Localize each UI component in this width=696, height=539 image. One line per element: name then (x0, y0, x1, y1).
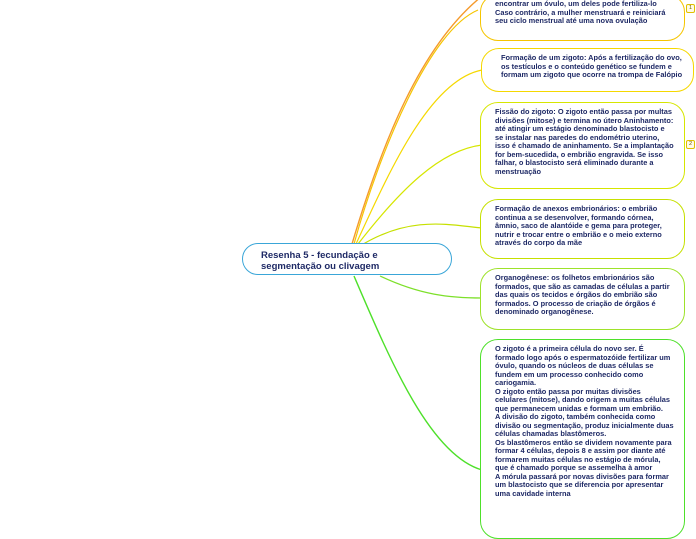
topic-node-text: Os blastômeros então se dividem novamente para formar 4 células, depois 8 e assim por diante até formarem muitas células no estágio de mórula, que é chamado porque se assemelha à amor (495, 437, 672, 472)
topic-node-text: O zigoto é a primeira célula do novo ser. É formado logo após o espermatozóide fertilizar um óvulo, quando os núcleos de duas células se fundem em um processo conhecido como cariogamia. (495, 344, 671, 387)
topic-node-text: A divisão do zigoto, também conhecida como divisão ou segmentação, produz inicialmente duas células chamadas blastômeros. (495, 412, 674, 438)
topic-node-text: encontrar um óvulo, um deles pode fertiliza-lo Caso contrário, a mulher menstruará e reiniciará seu ciclo menstrual até uma nova ovulação (495, 0, 666, 25)
topic-node-zygote-formation[interactable] (481, 48, 694, 92)
topic-node-text: Fissão do zigoto: O zigoto então passa por multas divisões (mitose) e termina no útero Aninhamento: até atingir um estágio denominado blastocisto e se instalar nas paredes do endométrio uterino, isso é chamado de aninhamento. Se a implantação for bem-sucedida, o embrião engravida. Se isso falhar, o blastocisto será eliminado durante a menstruação (495, 107, 674, 176)
topic-node-organogenesis[interactable] (480, 268, 685, 330)
branch-line-3 (358, 145, 482, 244)
central-topic[interactable] (242, 243, 452, 275)
topic-node-embryonic-annexes[interactable] (480, 199, 685, 259)
topic-node-text: Formação de anexos embrionários: o embrião continua a se desenvolver, formando córnea, âmnio, saco de alantóide e gema para proteger, nutrir e trocar entre o embrião e o meio externo através do corpo da mãe (495, 204, 662, 247)
topic-node-text: Organogênese: os folhetos embrionários são formados, que são as camadas de células a partir das quais os tecidos e órgãos do embrião são formados. O processo de criação de órgãos é denominado organogênese. (495, 273, 670, 316)
marker-badge-label: 1 (688, 5, 693, 11)
topic-node-ovulation[interactable] (480, 0, 685, 41)
topic-node-text: A mórula passará por novas divisões para formar um blastocisto que se diferencia por apresentar uma cavidade interna (495, 471, 669, 498)
topic-node-text: O zigoto então passa por muitas divisões celulares (mitose), dando origem a muitas células que permanecem unidas e formam um embrião. (495, 386, 670, 413)
branch-line-2 (356, 70, 482, 244)
branch-line-5 (380, 276, 482, 298)
topic-node-zygote-summary[interactable] (480, 339, 685, 539)
marker-badge (686, 140, 695, 149)
central-topic-label: Resenha 5 - fecundação e segmentação ou clivagem (261, 250, 380, 272)
topic-node-zygote-fission[interactable] (480, 102, 685, 189)
marker-badge (686, 4, 695, 13)
marker-badge-label: 2 (688, 141, 693, 147)
branch-line-6 (354, 276, 482, 470)
topic-node-text: Formação de um zigoto: Após a fertilização do ovo, os testículos e o conteúdo genético se fundem e formam um zigoto que ocorre na trompa de Falópio (501, 53, 683, 79)
